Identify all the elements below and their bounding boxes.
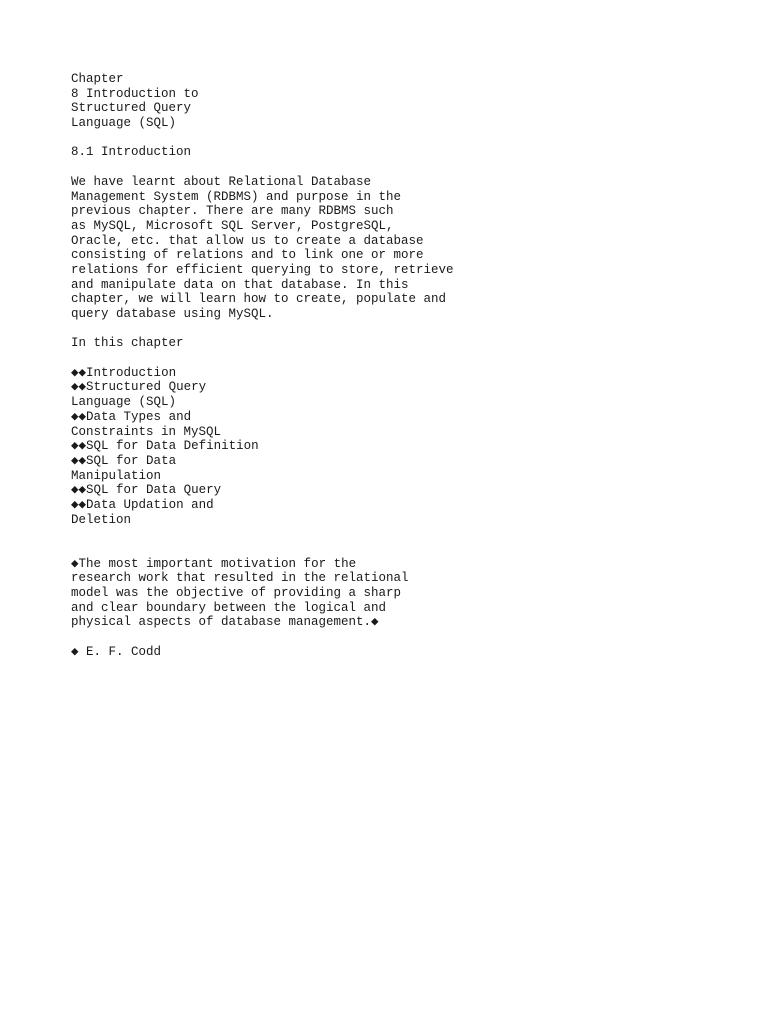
spacer bbox=[71, 160, 711, 175]
document-page bbox=[71, 72, 711, 660]
contents-item: ◆◆SQL for Data Definition bbox=[71, 439, 259, 454]
quote-line: physical aspects of database management.◆ bbox=[71, 615, 379, 630]
quote-line: ◆The most important motivation for the bbox=[71, 556, 357, 571]
spacer bbox=[71, 351, 711, 366]
spacer bbox=[71, 630, 711, 645]
spacer bbox=[71, 527, 711, 556]
paragraph-line: and manipulate data on that database. In this bbox=[71, 277, 409, 292]
quote-attribution: ◆ E. F. Codd bbox=[71, 644, 162, 659]
paragraph-line: chapter, we will learn how to create, populate and bbox=[71, 292, 447, 307]
contents-item: Constraints in MySQL bbox=[71, 424, 222, 439]
quote-line: and clear boundary between the logical and bbox=[71, 600, 387, 615]
contents-item: ◆◆Data Updation and bbox=[71, 497, 214, 512]
contents-item: ◆◆Introduction bbox=[71, 365, 177, 380]
chapter-contents-list bbox=[71, 366, 711, 528]
paragraph-line: previous chapter. There are many RDBMS such bbox=[71, 204, 394, 219]
quote-block bbox=[71, 557, 711, 630]
spacer bbox=[71, 131, 711, 146]
paragraph-line: as MySQL, Microsoft SQL Server, PostgreSQL, bbox=[71, 218, 394, 233]
contents-item: Language (SQL) bbox=[71, 395, 177, 410]
section-title: 8.1 Introduction bbox=[71, 145, 192, 160]
quote-line: research work that resulted in the relational bbox=[71, 571, 409, 586]
quote-line: model was the objective of providing a sharp bbox=[71, 586, 402, 601]
contents-item: Manipulation bbox=[71, 468, 162, 483]
contents-item: Deletion bbox=[71, 512, 132, 527]
paragraph-line: Oracle, etc. that allow us to create a database bbox=[71, 233, 424, 248]
paragraph-line: query database using MySQL. bbox=[71, 307, 274, 321]
contents-item: ◆◆Data Types and bbox=[71, 409, 192, 424]
chapter-heading bbox=[71, 72, 711, 131]
contents-heading: In this chapter bbox=[71, 336, 184, 351]
paragraph-line: We have learnt about Relational Database bbox=[71, 174, 372, 189]
spacer bbox=[71, 322, 711, 337]
contents-item: ◆◆Structured Query bbox=[71, 380, 207, 395]
intro-paragraph bbox=[71, 175, 711, 322]
paragraph-line: consisting of relations and to link one or more bbox=[71, 248, 424, 263]
contents-item: ◆◆SQL for Data bbox=[71, 453, 177, 468]
chapter-heading-line: 8 Introduction to bbox=[71, 86, 199, 101]
chapter-heading-line: Chapter bbox=[71, 72, 124, 86]
paragraph-line: Management System (RDBMS) and purpose in the bbox=[71, 189, 402, 204]
chapter-heading-line: Structured Query bbox=[71, 101, 192, 116]
chapter-heading-line: Language (SQL) bbox=[71, 116, 177, 131]
contents-item: ◆◆SQL for Data Query bbox=[71, 483, 222, 498]
paragraph-line: relations for efficient querying to store, retrieve bbox=[71, 262, 454, 277]
